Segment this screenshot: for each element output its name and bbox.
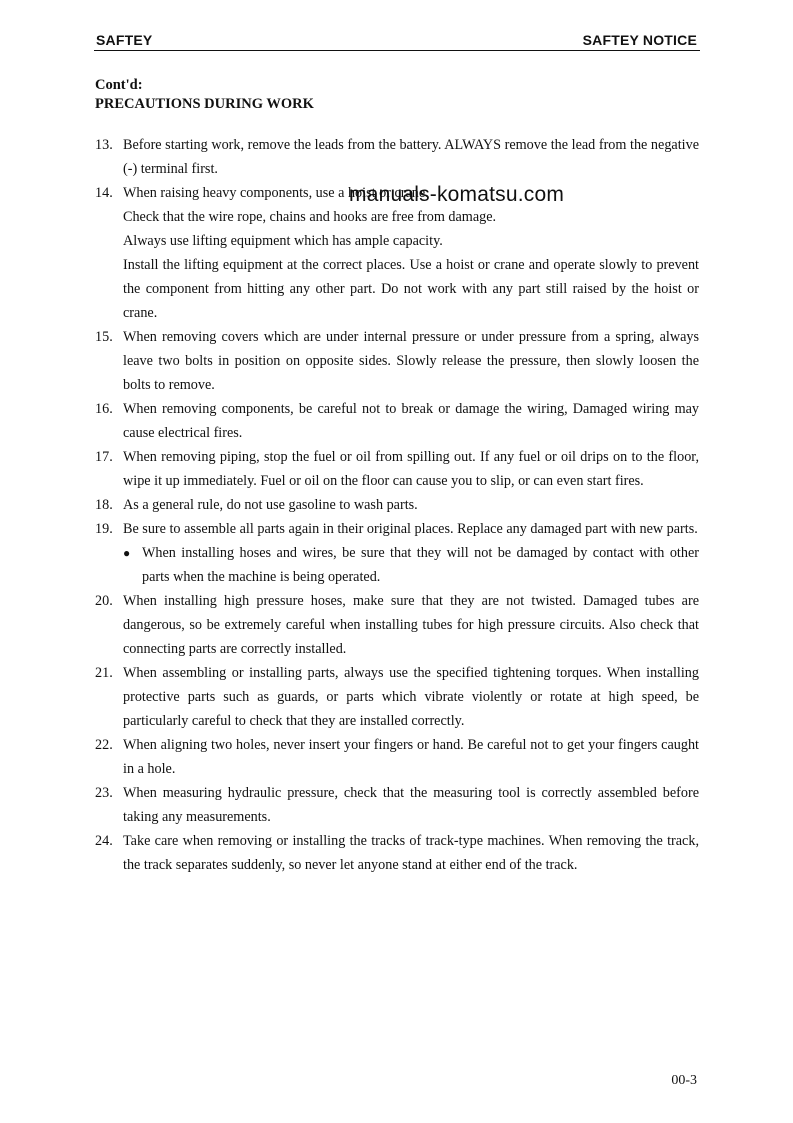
item-number: 22. — [95, 737, 113, 753]
list-item — [95, 661, 699, 733]
item-body — [123, 589, 699, 661]
item-paragraph: When removing components, be careful not to break or damage the wiring, Damaged wiring may cause electrical fires. — [123, 401, 699, 441]
item-body — [123, 493, 699, 517]
item-number: 24. — [95, 833, 113, 849]
page-number: 00-3 — [671, 1073, 697, 1088]
item-paragraph: When aligning two holes, never insert your fingers or hand. Be careful not to get your fingers caught in a hole. — [123, 737, 699, 777]
precautions-list — [95, 133, 699, 877]
list-item — [95, 445, 699, 493]
item-paragraph: Always use lifting equipment which has ample capacity. — [123, 233, 443, 249]
item-body — [123, 517, 699, 589]
item-number: 17. — [95, 449, 113, 465]
bullet-text: When installing hoses and wires, be sure that they will not be damaged by contact with other parts when the machine is being operated. — [142, 545, 699, 585]
list-item — [95, 829, 699, 877]
item-paragraph: As a general rule, do not use gasoline to wash parts. — [123, 497, 418, 513]
item-paragraph: When measuring hydraulic pressure, check that the measuring tool is correctly assembled before taking any measurements. — [123, 785, 699, 825]
section-title: PRECAUTIONS DURING WORK — [95, 96, 314, 112]
item-number: 18. — [95, 497, 113, 513]
item-number: 19. — [95, 521, 113, 537]
item-body — [123, 133, 699, 181]
list-item — [95, 781, 699, 829]
item-paragraph: When raising heavy components, use a hoist or crane. — [123, 185, 429, 201]
list-item — [95, 325, 699, 397]
bullet-dot-icon: ● — [123, 546, 131, 560]
item-body — [123, 661, 699, 733]
list-item — [95, 397, 699, 445]
header-rule — [94, 50, 700, 51]
item-number: 13. — [95, 137, 113, 153]
item-number: 15. — [95, 329, 113, 345]
item-paragraph: Before starting work, remove the leads from the battery. ALWAYS remove the lead from the negative (-) terminal first. — [123, 137, 699, 177]
item-number: 21. — [95, 665, 113, 681]
item-number: 23. — [95, 785, 113, 801]
bullet-point — [123, 541, 699, 589]
header-left-title: SAFTEY — [96, 32, 153, 48]
list-item — [95, 133, 699, 181]
list-item — [95, 493, 699, 517]
list-item — [95, 589, 699, 661]
item-number: 20. — [95, 593, 113, 609]
item-paragraph: When removing covers which are under internal pressure or under pressure from a spring, always leave two bolts in position on opposite sides. Slowly release the pressure, then slowly loosen the bolts to remove. — [123, 329, 699, 393]
watermark-text: manuals-komatsu.com — [349, 183, 565, 206]
item-number: 14. — [95, 185, 113, 201]
item-body — [123, 829, 699, 877]
item-number: 16. — [95, 401, 113, 417]
item-body — [123, 781, 699, 829]
item-body — [123, 325, 699, 397]
item-paragraph: Take care when removing or installing the tracks of track-type machines. When removing the track, the track separates suddenly, so never let anyone stand at either end of the track. — [123, 833, 699, 873]
item-paragraph: Install the lifting equipment at the correct places. Use a hoist or crane and operate slowly to prevent the component from hitting any other part. Do not work with any part still raised by the hoist or crane. — [123, 257, 699, 321]
item-body — [123, 733, 699, 781]
item-body — [123, 397, 699, 445]
list-item — [95, 517, 699, 589]
continued-label: Cont'd: — [95, 77, 143, 93]
item-paragraph: Check that the wire rope, chains and hooks are free from damage. — [123, 209, 497, 225]
list-item — [95, 733, 699, 781]
item-paragraph: When assembling or installing parts, always use the specified tightening torques. When installing protective parts such as guards, or parts which vibrate violently or rotate at high speed, be particularly careful to check that they are installed correctly. — [123, 665, 699, 729]
item-paragraph: When installing high pressure hoses, make sure that they are not twisted. Damaged tubes are dangerous, so be extremely careful when installing tubes for high pressure circuits. Also check that connecting parts are correctly installed. — [123, 593, 699, 657]
item-paragraph: When removing piping, stop the fuel or oil from spilling out. If any fuel or oil drips on to the floor, wipe it up immediately. Fuel or oil on the floor can cause you to slip, or can even start fires. — [123, 449, 699, 489]
header-right-title: SAFTEY NOTICE — [582, 32, 697, 48]
item-body — [123, 445, 699, 493]
item-paragraph: Be sure to assemble all parts again in their original places. Replace any damaged part with new parts. — [123, 521, 698, 537]
